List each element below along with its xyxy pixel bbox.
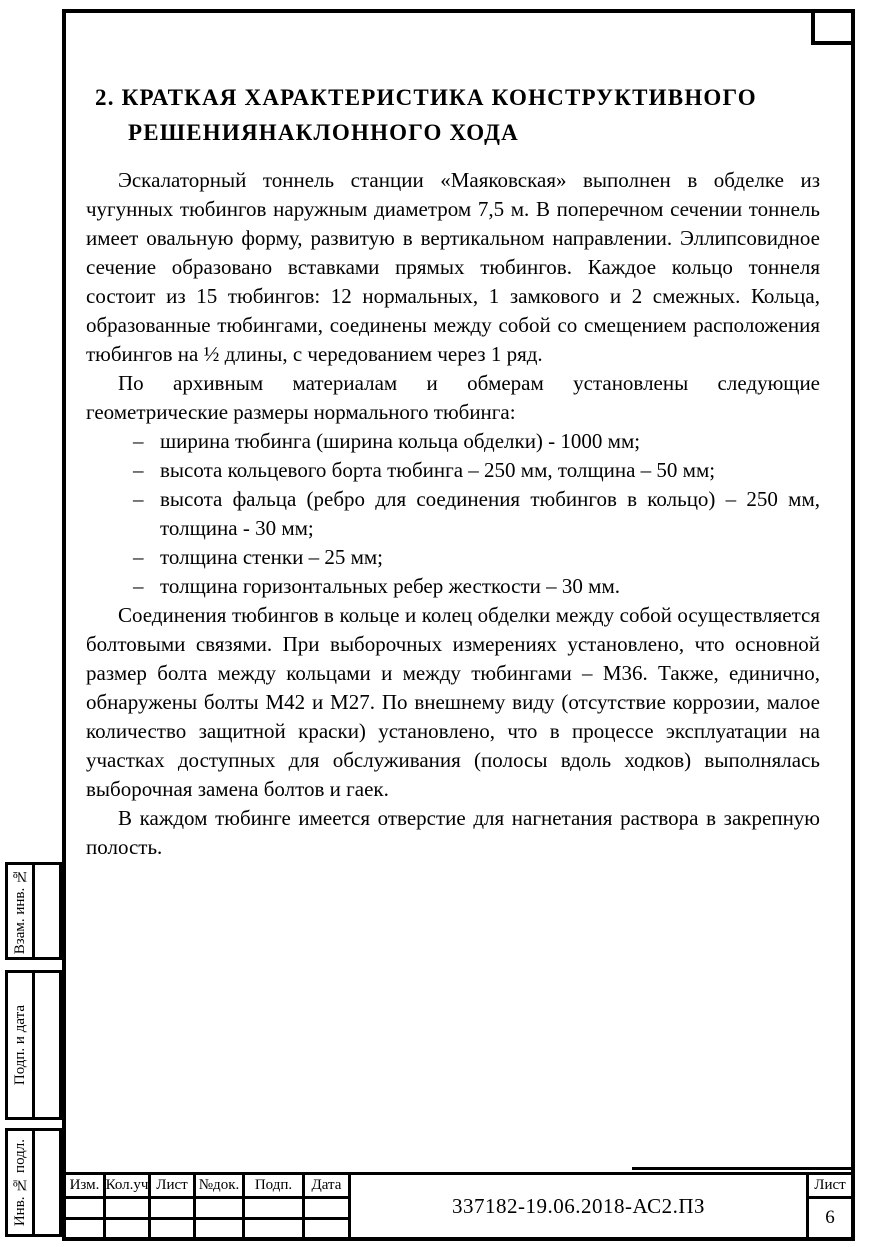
tb-sheet-cell <box>809 1175 851 1237</box>
list-item <box>86 572 820 601</box>
body-text <box>86 166 820 862</box>
stamp-label-vzam-inv: Взам. инв. № <box>11 867 28 955</box>
list-item <box>86 485 820 543</box>
tb-empty-cell <box>66 1199 106 1220</box>
tb-empty-cell <box>245 1199 305 1220</box>
paragraph-2: По архивным материалам и обмерам установлены следующие геометрические размеры нормального тюбинга: <box>86 371 820 424</box>
tb-col-header-izm: Изм. <box>66 1175 106 1199</box>
paragraph-1: Эскалаторный тоннель станции «Маяковская» выполнен в обделке из чугунных тюбингов наружным диаметром 7,5 м. В поперечном сечении тоннель имеет овальную форму, развитую в вертикальном направлении. Эллипсовидное сечение образовано вставками прямых тюбингов. Каждое кольцо тоннеля состоит из 15 тюбингов: 12 нормальных, 1 замкового и 2 смежных. Кольца, образованные тюбингами, соединены между собой со смещением расположения тюбингов на ½ длины, с чередованием через 1 ряд. <box>86 168 820 366</box>
list-dash: – <box>133 429 144 453</box>
list-item-text: высота фальца (ребро для соединения тюбингов в кольцо) – 250 мм, толщина - 30 мм; <box>160 487 820 540</box>
tb-empty-cell <box>305 1199 351 1220</box>
tb-doc-number: 337182-19.06.2018-АС2.ПЗ <box>351 1175 809 1237</box>
tb-col-header-list: Лист <box>151 1175 196 1199</box>
stamp-label-podp-data: Подп. и дата <box>11 1004 28 1086</box>
paragraph-3: Соединения тюбингов в кольце и колец обделки между собой осуществляется болтовыми связями. При выборочных измерениях установлено, что основной размер болта между кольцами и между тюбингами – М36. Также, единично, обнаружены болты М42 и М27. По внешнему виду (отсутствие коррозии, малое количество защитной краски) установлено, что в процессе эксплуатации на участках доступных для обслуживания (полосы вдоль ходков) выполнялась выборочная замена болтов и гаек. <box>86 603 820 801</box>
corner-box <box>811 13 851 45</box>
tb-empty-cell <box>196 1199 245 1220</box>
heading-line-1: 2. КРАТКАЯ ХАРАКТЕРИСТИКА КОНСТРУКТИВНОГО <box>95 85 757 110</box>
titleblock <box>66 1172 851 1237</box>
tb-sheet-number: 6 <box>825 1207 835 1228</box>
tb-empty-cell <box>151 1220 196 1237</box>
tb-sheet-label: Лист <box>809 1175 851 1199</box>
list-item-text: ширина тюбинга (ширина кольца обделки) - 1000 мм; <box>160 429 641 453</box>
tb-empty-cell <box>106 1199 151 1220</box>
list-item <box>86 456 820 485</box>
stamp-label-cell <box>8 973 35 1117</box>
tb-empty-cell <box>106 1220 151 1237</box>
section-heading <box>95 80 820 150</box>
tb-col-header-ndok: №док. <box>196 1175 245 1199</box>
page-frame <box>62 9 855 1241</box>
list-item-text: толщина горизонтальных ребер жесткости – 30 мм. <box>160 574 621 598</box>
stamp-label-inv-podl: Инв. № подл. <box>11 1138 28 1227</box>
content-area <box>86 80 820 862</box>
tb-col-header-podp: Подп. <box>245 1175 305 1199</box>
list-item <box>86 543 820 572</box>
list-dash: – <box>133 574 144 598</box>
stamp-box-podp-data <box>5 970 62 1120</box>
list-item <box>86 427 820 456</box>
list-item-text: толщина стенки – 25 мм; <box>160 545 383 569</box>
stamp-label-cell <box>8 1131 35 1234</box>
tb-empty-cell <box>305 1220 351 1237</box>
stamp-label-cell <box>8 865 35 957</box>
tb-empty-cell <box>151 1199 196 1220</box>
titleblock-grid <box>66 1175 351 1237</box>
stamp-box-vzam-inv <box>5 862 62 960</box>
paragraph-4: В каждом тюбинге имеется отверстие для нагнетания раствора в закрепную полость. <box>86 806 820 859</box>
stamp-box-inv-podl <box>5 1128 62 1237</box>
list-dash: – <box>133 545 144 569</box>
tb-empty-cell <box>66 1220 106 1237</box>
tb-col-header-koluch: Кол.уч <box>106 1175 151 1199</box>
tb-empty-cell <box>245 1220 305 1237</box>
list-dash: – <box>133 487 144 511</box>
tb-empty-cell <box>196 1220 245 1237</box>
list-item-text: высота кольцевого борта тюбинга – 250 мм, толщина – 50 мм; <box>160 458 716 482</box>
pre-titleblock-line <box>632 1167 851 1170</box>
tb-col-header-data: Дата <box>305 1175 351 1199</box>
heading-line-2: РЕШЕНИЯНАКЛОННОГО ХОДА <box>128 120 519 145</box>
list-dash: – <box>133 458 144 482</box>
